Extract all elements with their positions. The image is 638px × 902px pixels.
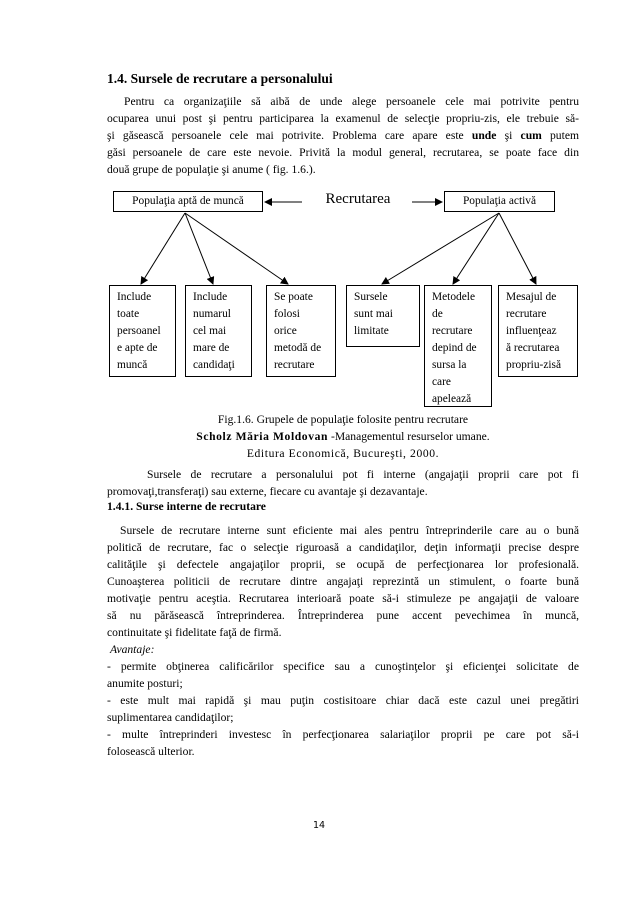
figure-publisher: Editura Economică, Bucureşti, 2000.: [246, 447, 440, 460]
left-group-box: Populaţia aptă de muncă: [113, 191, 263, 212]
center-recruitment-label: Recrutarea: [325, 191, 391, 207]
right-child-box-3: Mesajul de recrutare influenţeaz ă recrutarea propriu-zisă: [498, 285, 578, 377]
arrow-left-child-2: [185, 213, 213, 284]
left-child-box-3: Se poate folosi orice metodă de recrutare: [266, 285, 336, 377]
figure-caption: Fig.1.6. Grupele de populaţie folosite pentru recrutare: [217, 413, 469, 426]
section-title: 1.4. Sursele de recrutare a personalului: [107, 71, 333, 86]
right-child-box-1: Sursele sunt mai limitate: [346, 285, 420, 347]
advantage-line-3: - este mult mai rapidă şi mau puţin costisitoare chiar dacă este cazul unei pregătiri: [107, 694, 579, 707]
emphasis-cum: cum: [520, 129, 542, 142]
body-line-7: continuitate şi fidelitate faţă de firmă.: [107, 626, 282, 639]
intro-text: şi: [496, 129, 521, 142]
intro-line-5: două grupe de populaţie şi anume ( fig. 1.6.).: [107, 163, 316, 176]
arrow-right-child-3: [499, 213, 536, 284]
body-line-2: politică de recrutare, fac o selecţie riguroasă a candidaţilor, deţin informaţii precise despre: [107, 541, 579, 554]
para2-line-2: promovaţi,transferaţi) sau externe, fiecare cu avantaje şi dezavantaje.: [107, 485, 428, 498]
advantage-line-6: folosească ulterior.: [107, 745, 195, 758]
intro-line-4: găsi persoanele de care este nevoie. Privită la modul general, recrutarea, se poate face din: [107, 146, 579, 159]
arrow-left-child-1: [141, 213, 185, 284]
intro-text: putem: [541, 129, 579, 142]
intro-line-1: Pentru ca organizaţiile să aibă de unde alege persoanele cele mai potrivite pentru: [124, 95, 579, 108]
body-line-4: Cunoaşterea politicii de recrutare dintre angajaţi reprezintă un stimulent, o foarte bună: [107, 575, 579, 588]
body-line-6: să nu părăsească întreprinderea. Întreprinderea pune accent pevechimea în muncă,: [107, 609, 579, 622]
source-work: -Managementul resurselor umane.: [328, 430, 490, 443]
left-child-box-1: Include toate persoanel e apte de muncă: [109, 285, 176, 377]
source-author: Scholz Măria Moldovan: [196, 430, 329, 443]
figure-source: [107, 430, 579, 443]
advantage-line-4: suplimentarea candidaţilor;: [107, 711, 234, 724]
arrow-right-child-1: [382, 213, 499, 284]
advantage-line-5: - multe întreprinderi investesc în perfecţionarea salariaţilor proprii pe care pot să-i: [107, 728, 579, 741]
left-child-box-2: Include numarul cel mai mare de candidaţi: [185, 285, 252, 377]
para2-line-1: Sursele de recrutare a personalului pot fi interne (angajaţii proprii care pot fi: [147, 468, 579, 481]
arrow-right-child-2: [453, 213, 499, 284]
advantages-label: Avantaje:: [110, 643, 155, 656]
intro-line-2: ocuparea unui post şi pentru participarea la examenul de selecţie propriu-zis, ele trebuie să-: [107, 112, 579, 125]
body-line-5: motivaţie pentru aceştia. Recrutarea interioară poate să-i stimuleze pe angajaţii de valoare: [107, 592, 579, 605]
intro-text: şi găsească persoanele cele mai potrivite. Problema care apare este: [107, 129, 472, 142]
advantage-line-2: anumite posturi;: [107, 677, 183, 690]
subsection-title: 1.4.1. Surse interne de recrutare: [107, 500, 266, 513]
body-line-3: calităţile şi defectele angajaţilor proprii, se ocupă de perfecţionarea lor profesională.: [107, 558, 579, 571]
page-number: 14: [312, 820, 326, 831]
right-child-box-2: Metodele de recrutare depind de sursa la care apelează: [424, 285, 492, 407]
body-line-1: Sursele de recrutare interne sunt eficiente mai ales pentru întreprinderile care au o bună: [120, 524, 579, 537]
emphasis-unde: unde: [471, 129, 497, 142]
arrow-left-child-3: [185, 213, 288, 284]
advantage-line-1: - permite obţinerea calificărilor specifice sau a cunoştinţelor şi eficienţei solicitate de: [107, 660, 579, 673]
right-group-box: Populaţia activă: [444, 191, 555, 212]
